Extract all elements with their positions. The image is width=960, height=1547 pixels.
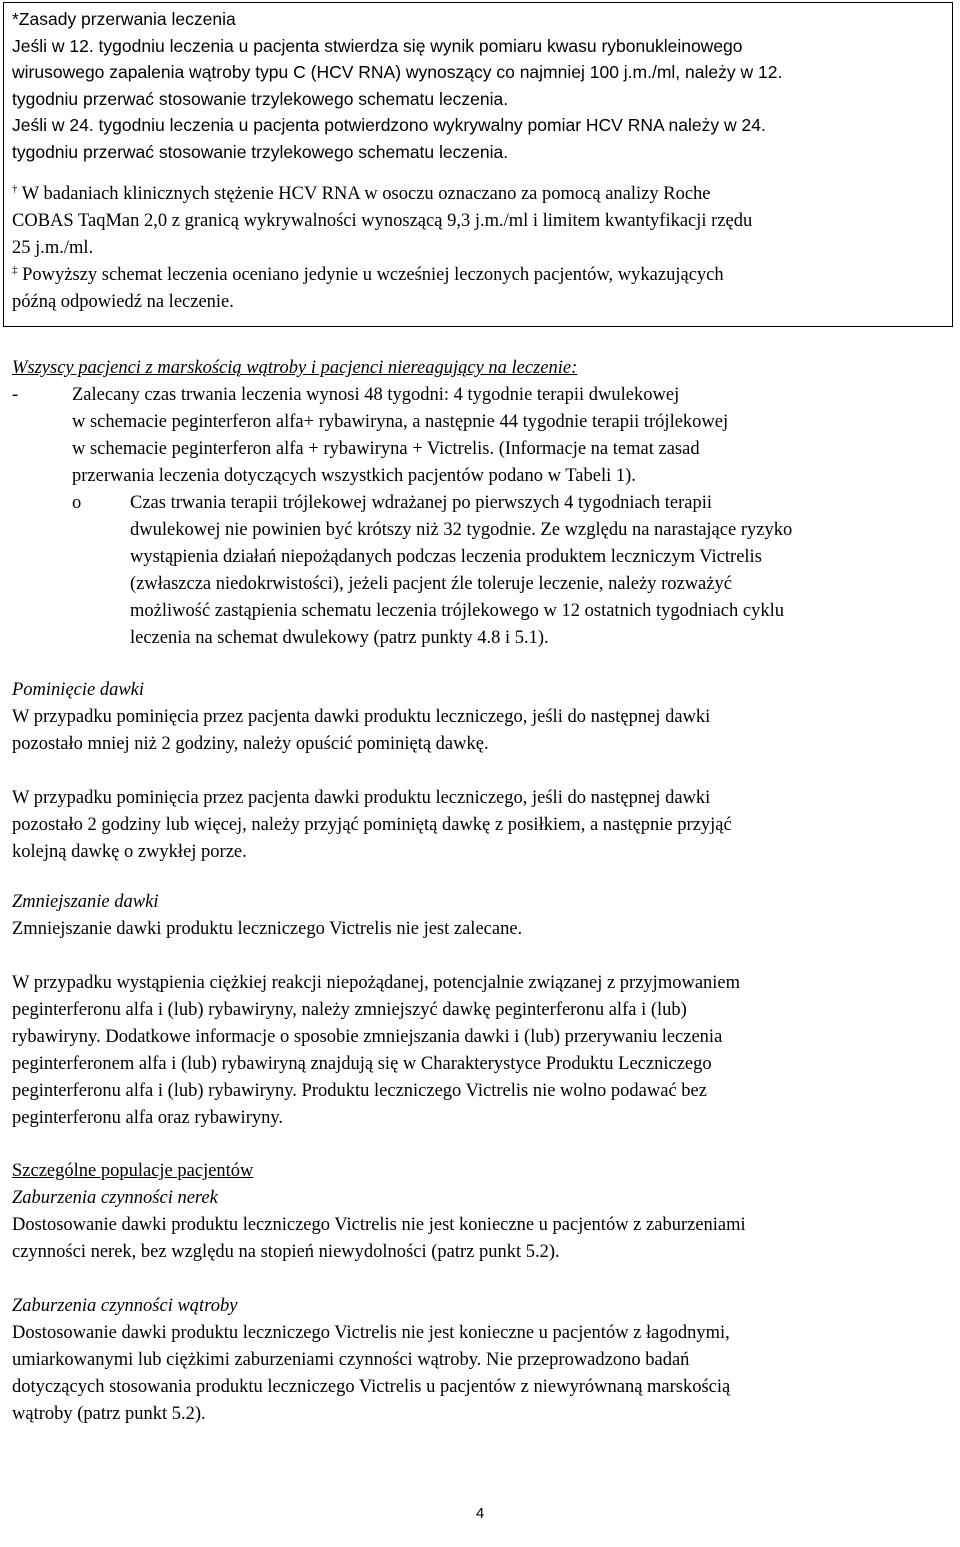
dose-reduction-heading: Zmniejszanie dawki <box>12 892 159 912</box>
box-line: wirusowego zapalenia wątroby typu C (HCV RNA) wynoszący co najmniej 100 j.m./ml, należy w 12. <box>12 62 783 83</box>
paragraph-line: peginterferonu alfa oraz rybawiryny. <box>12 1108 284 1128</box>
paragraph-line: Zmniejszanie dawki produktu leczniczego Victrelis nie jest zalecane. <box>12 919 523 939</box>
hepatic-heading: Zaburzenia czynności wątroby <box>12 1296 238 1316</box>
dash-line: w schemacie peginterferon alfa + rybawiryna + Victrelis. (Informacje na temat zasad <box>72 439 700 459</box>
dash-line: Zalecany czas trwania leczenia wynosi 48 tygodni: 4 tygodnie terapii dwulekowej <box>72 385 680 405</box>
box-line: tygodniu przerwać stosowanie trzylekowego schematu leczenia. <box>12 88 509 109</box>
footnote-line: W badaniach klinicznych stężenie HCV RNA w osoczu oznaczano za pomocą analizy Roche <box>21 183 711 204</box>
special-populations-section <box>12 1158 952 1428</box>
paragraph-line: W przypadku pominięcia przez pacjenta dawki produktu leczniczego, jeśli do następnej dawki <box>12 707 711 727</box>
dagger-mark: † <box>12 182 18 195</box>
cirrhosis-section <box>12 355 952 652</box>
o-line: Czas trwania terapii trójlekowej wdrażanej po pierwszych 4 tygodniach terapii <box>130 493 713 513</box>
paragraph-line: dotyczących stosowania produktu leczniczego Victrelis u pacjentów z niewyrównaną marskością <box>12 1377 731 1397</box>
paragraph-line: peginterferonu alfa i (lub) rybawiryny, należy zmniejszyć dawkę peginterferonu alfa i (lub) <box>12 1000 687 1020</box>
cirrhosis-heading: Wszyscy pacjenci z marskością wątroby i pacjenci niereagujący na leczenie: <box>12 358 578 378</box>
box-line: Jeśli w 12. tygodniu leczenia u pacjenta stwierdza się wynik pomiaru kwasu rybonukleinowego <box>12 35 743 56</box>
paragraph-line: Dostosowanie dawki produktu leczniczego Victrelis nie jest konieczne u pacjentów z zaburzeniami <box>12 1215 746 1235</box>
special-populations-heading: Szczególne populacje pacjentów <box>12 1161 254 1181</box>
paragraph-line: pozostało 2 godziny lub więcej, należy przyjąć pominiętą dawkę z posiłkiem, a następnie przyjąć <box>12 815 732 835</box>
paragraph-line: peginterferonu alfa i (lub) rybawiryny. Produktu leczniczego Victrelis nie wolno podawać bez <box>12 1081 707 1101</box>
paragraph-line: W przypadku wystąpienia ciężkiej reakcji niepożądanej, potencjalnie związanej z przyjmowaniem <box>12 973 741 993</box>
o-line: leczenia na schemat dwulekowy (patrz punkty 4.8 i 5.1). <box>130 628 549 648</box>
paragraph-line: pozostało mniej niż 2 godziny, należy opuścić pominiętą dawkę. <box>12 734 489 754</box>
o-line: możliwość zastąpienia schematu leczenia trójlekowego w 12 ostatnich tygodniach cyklu <box>130 601 784 621</box>
page-number: 4 <box>475 1505 485 1522</box>
box-heading: *Zasady przerwania leczenia <box>12 9 236 29</box>
footnote-dagger <box>12 181 952 316</box>
renal-heading: Zaburzenia czynności nerek <box>12 1188 218 1208</box>
paragraph-line: Dostosowanie dawki produktu leczniczego Victrelis nie jest konieczne u pacjentów z łagodnymi, <box>12 1323 730 1343</box>
paragraph-line: wątroby (patrz punkt 5.2). <box>12 1404 206 1424</box>
dash-line: w schemacie peginterferon alfa+ rybawiryna, a następnie 44 tygodnie terapii trójlekowej <box>72 412 729 432</box>
dash-line: przerwania leczenia dotyczących wszystkich pacjentów podano w Tabeli 1). <box>72 466 636 486</box>
missed-dose-heading: Pominięcie dawki <box>12 680 145 700</box>
missed-dose-section <box>12 677 952 866</box>
footnote-line: COBAS TaqMan 2,0 z granicą wykrywalności wynoszącą 9,3 j.m./ml i limitem kwantyfikacji rzędu <box>12 210 753 231</box>
paragraph-line: kolejną dawkę o zwykłej porze. <box>12 842 247 862</box>
footnote-line: Powyższy schemat leczenia oceniano jedynie u wcześniej leczonych pacjentów, wykazujących <box>22 264 724 285</box>
box-line: tygodniu przerwać stosowanie trzylekowego schematu leczenia. <box>12 141 509 162</box>
paragraph-line: W przypadku pominięcia przez pacjenta dawki produktu leczniczego, jeśli do następnej dawki <box>12 788 711 808</box>
o-line: (zwłaszcza niedokrwistości), jeżeli pacjent źle toleruje leczenie, należy rozważyć <box>130 574 732 594</box>
box-line: Jeśli w 24. tygodniu leczenia u pacjenta potwierdzono wykrywalny pomiar HCV RNA należy w 24. <box>12 115 766 136</box>
dash-bullet: - <box>12 385 19 405</box>
o-line: wystąpienia działań niepożądanych podczas leczenia produktem leczniczym Victrelis <box>130 547 762 567</box>
paragraph-line: peginterferonem alfa i (lub) rybawiryną znajdują się w Charakterystyce Produktu Leczniczego <box>12 1054 712 1074</box>
dose-reduction-section <box>12 889 952 1132</box>
paragraph-line: czynności nerek, bez względu na stopień niewydolności (patrz punkt 5.2). <box>12 1242 560 1262</box>
double-dagger-mark: ‡ <box>12 263 18 276</box>
stopping-rules-box <box>3 2 953 327</box>
footnote-line: 25 j.m./ml. <box>12 237 94 258</box>
paragraph-line: rybawiryny. Dodatkowe informacje o sposobie zmniejszania dawki i (lub) przerywaniu leczenia <box>12 1027 723 1047</box>
o-bullet: o <box>72 493 82 513</box>
paragraph-line: umiarkowanymi lub ciężkimi zaburzeniami czynności wątroby. Nie przeprowadzono badań <box>12 1350 690 1370</box>
footnote-line: późną odpowiedź na leczenie. <box>12 291 234 312</box>
o-line: dwulekowej nie powinien być krótszy niż 32 tygodnie. Ze względu na narastające ryzyko <box>130 520 793 540</box>
